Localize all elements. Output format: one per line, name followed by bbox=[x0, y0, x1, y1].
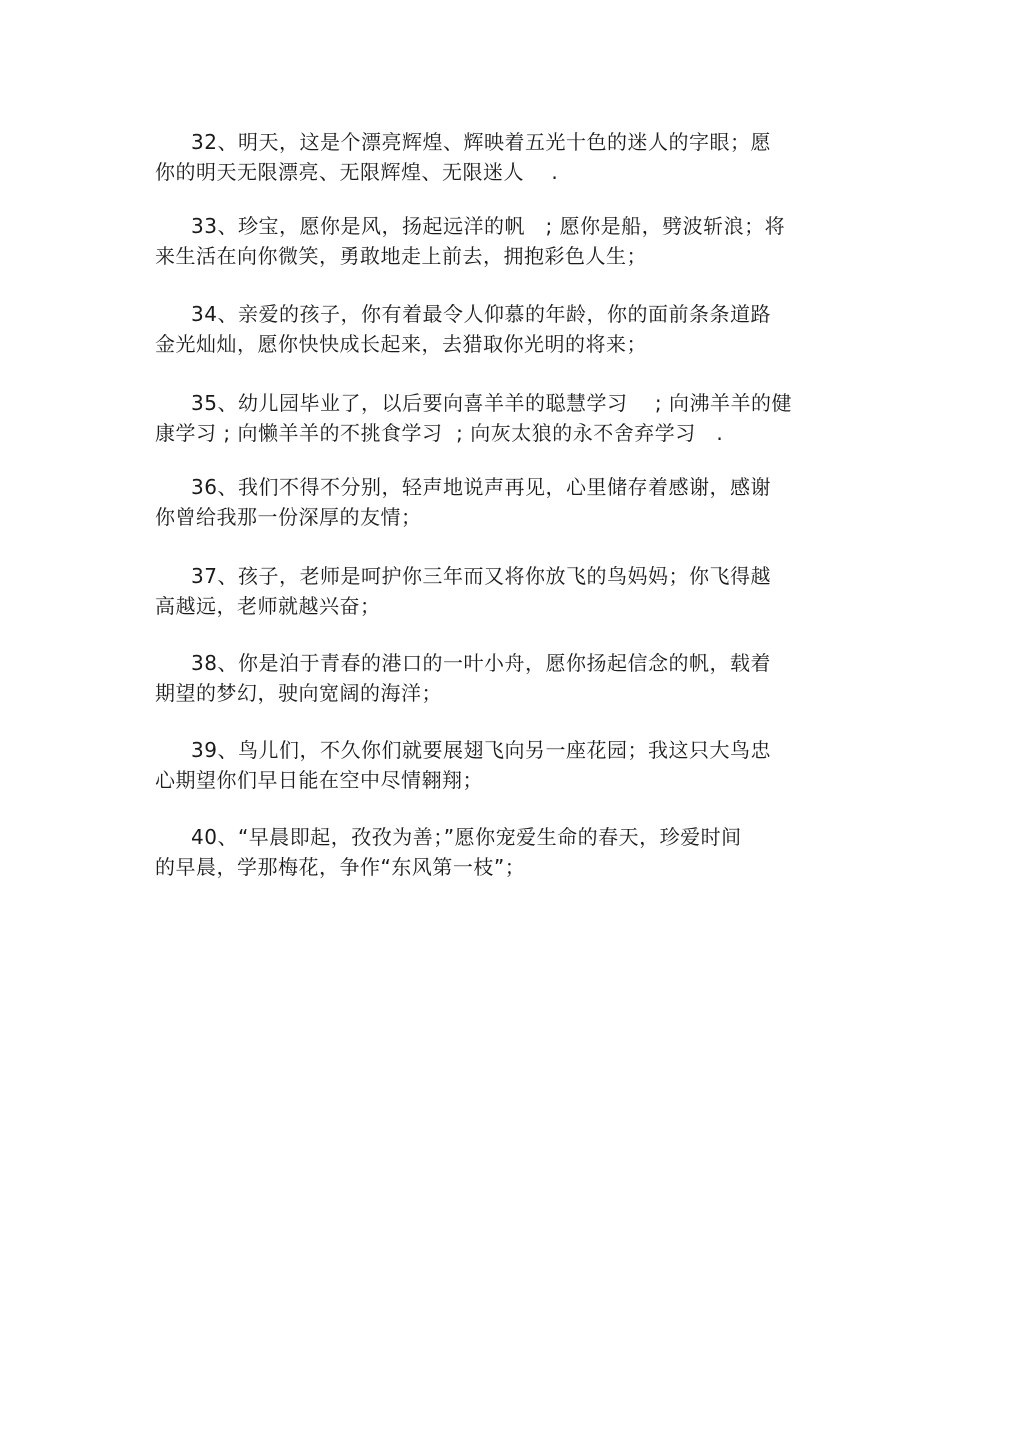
paragraph-34 bbox=[155, 299, 855, 359]
paragraph-line: 39、鸟儿们，不久你们就要展翅飞向另一座花园；我这只大鸟忠 bbox=[191, 738, 771, 762]
paragraph-line: 32、明天，这是个漂亮辉煌、辉映着五光十色的迷人的字眼；愿 bbox=[191, 130, 771, 154]
paragraph-line: 你曾给我那一份深厚的友情； bbox=[155, 505, 422, 529]
paragraph-40 bbox=[155, 822, 855, 882]
paragraph-32 bbox=[155, 127, 855, 187]
paragraph-line: 高越远，老师就越兴奋； bbox=[155, 594, 381, 618]
paragraph-line: 34、亲爱的孩子，你有着最令人仰慕的年龄，你的面前条条道路 bbox=[191, 302, 771, 326]
paragraph-line: 38、你是泊于青春的港口的一叶小舟，愿你扬起信念的帆，载着 bbox=[191, 651, 771, 675]
paragraph-37 bbox=[155, 561, 855, 621]
paragraph-line: 35、幼儿园毕业了，以后要向喜羊羊的聪慧学习 ; 向沸羊羊的健 bbox=[191, 391, 792, 415]
paragraph-line: 的早晨，学那梅花，争作“东风第一枝”； bbox=[155, 855, 526, 879]
paragraph-38 bbox=[155, 648, 855, 708]
paragraph-line: 33、珍宝，愿你是风，扬起远洋的帆 ; 愿你是船，劈波斩浪；将 bbox=[191, 214, 786, 238]
paragraph-line: 你的明天无限漂亮、无限辉煌、无限迷人 . bbox=[155, 160, 559, 184]
paragraph-36 bbox=[155, 472, 855, 532]
paragraph-33 bbox=[155, 211, 855, 271]
paragraph-line: 金光灿灿，愿你快快成长起来，去猎取你光明的将来； bbox=[155, 332, 647, 356]
paragraph-line: 康学习 ; 向懒羊羊的不挑食学习 ; 向灰太狼的永不舍弃学习 . bbox=[155, 421, 724, 445]
paragraph-35 bbox=[155, 388, 855, 448]
paragraph-line: 36、我们不得不分别，轻声地说声再见，心里储存着感谢，感谢 bbox=[191, 475, 771, 499]
paragraph-line: 来生活在向你微笑，勇敢地走上前去，拥抱彩色人生； bbox=[155, 244, 647, 268]
paragraph-line: 期望的梦幻，驶向宽阔的海洋； bbox=[155, 681, 442, 705]
paragraph-line: 40、“早晨即起，孜孜为善；”愿你宠爱生命的春天，珍爱时间 bbox=[191, 825, 742, 849]
paragraph-line: 37、孩子，老师是呵护你三年而又将你放飞的鸟妈妈；你飞得越 bbox=[191, 564, 771, 588]
paragraph-39 bbox=[155, 735, 855, 795]
paragraph-line: 心期望你们早日能在空中尽情翱翔； bbox=[155, 768, 483, 792]
